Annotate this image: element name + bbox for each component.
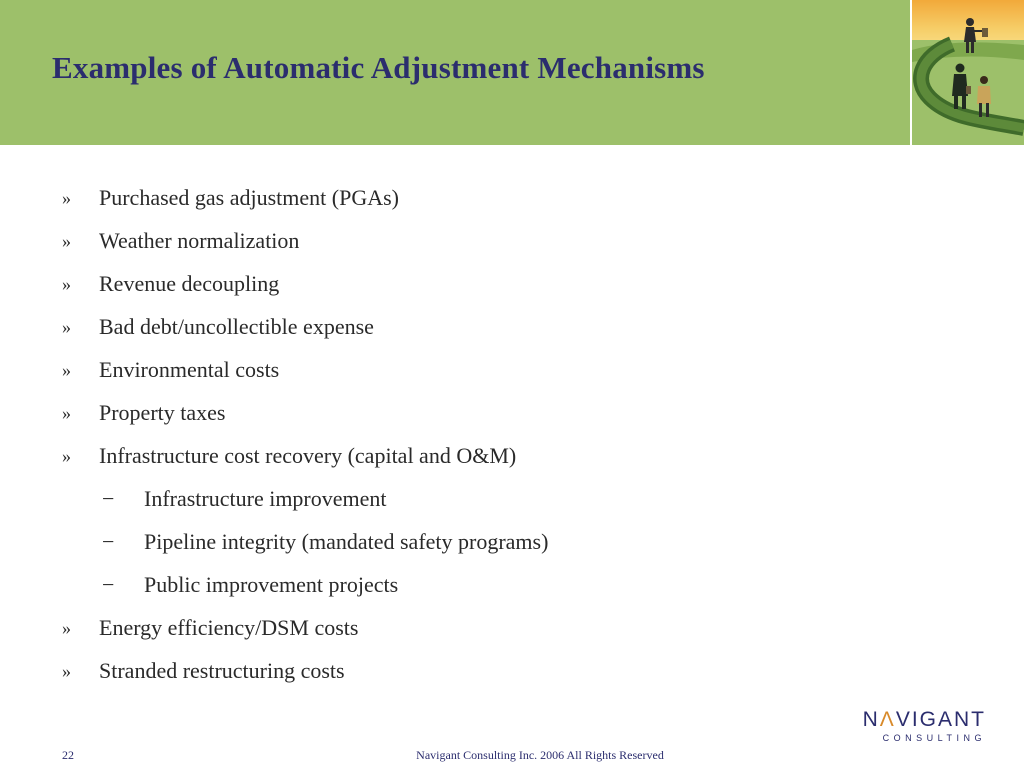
bullet-text: Property taxes xyxy=(99,400,226,425)
bullet-marker: » xyxy=(62,274,71,294)
title-banner xyxy=(0,0,910,145)
bullet-marker: » xyxy=(62,618,71,638)
slide-title: Examples of Automatic Adjustment Mechanisms xyxy=(52,50,705,85)
bullet-text: Bad debt/uncollectible expense xyxy=(99,314,374,339)
sub-bullet-marker: − xyxy=(102,572,115,597)
bullet-item xyxy=(0,651,900,691)
sub-bullet-text: Public improvement projects xyxy=(144,572,399,597)
sub-bullet-marker: − xyxy=(102,529,115,554)
header-illustration xyxy=(912,0,1024,145)
bullet-text: Environmental costs xyxy=(99,357,280,382)
bullet-marker: » xyxy=(62,661,71,681)
bullet-marker: » xyxy=(62,231,71,251)
sub-bullet-text: Pipeline integrity (mandated safety programs) xyxy=(144,529,549,554)
sub-bullet-text: Infrastructure improvement xyxy=(144,486,387,511)
bullet-item xyxy=(0,436,900,476)
bullet-item xyxy=(0,393,900,433)
navigant-logo xyxy=(850,708,990,748)
logo-letters-rest: VIGANT xyxy=(895,708,986,731)
bullet-text: Revenue decoupling xyxy=(99,271,280,296)
bullet-marker: » xyxy=(62,360,71,380)
bullet-item xyxy=(0,178,900,218)
bullet-item xyxy=(0,221,900,261)
logo-accent-letter: Λ xyxy=(879,708,896,731)
footer-copyright: Navigant Consulting Inc. 2006 All Rights Reserved xyxy=(416,748,664,762)
bullet-text: Stranded restructuring costs xyxy=(99,658,345,683)
sub-bullet-marker: − xyxy=(102,486,115,511)
bullet-marker: » xyxy=(62,317,71,337)
bullet-text: Infrastructure cost recovery (capital and O&M) xyxy=(99,443,517,468)
bullet-marker: » xyxy=(62,446,71,466)
bullet-text: Energy efficiency/DSM costs xyxy=(99,615,359,640)
bullet-item xyxy=(0,264,900,304)
logo-wordmark xyxy=(850,708,986,732)
bullet-marker: » xyxy=(62,188,71,208)
sub-bullet-item xyxy=(0,479,900,519)
bullet-marker: » xyxy=(62,403,71,423)
bullet-item xyxy=(0,608,900,648)
bullet-text: Purchased gas adjustment (PGAs) xyxy=(99,185,400,210)
bullet-item xyxy=(0,307,900,347)
sub-bullet-item xyxy=(0,565,900,605)
page-number: 22 xyxy=(62,748,74,762)
logo-letter-n: N xyxy=(862,708,880,731)
bullet-text: Weather normalization xyxy=(99,228,300,253)
sub-bullet-item xyxy=(0,522,900,562)
walking-people-illustration xyxy=(912,0,1024,145)
logo-subtitle: CONSULTING xyxy=(882,733,986,743)
bullet-item xyxy=(0,350,900,390)
